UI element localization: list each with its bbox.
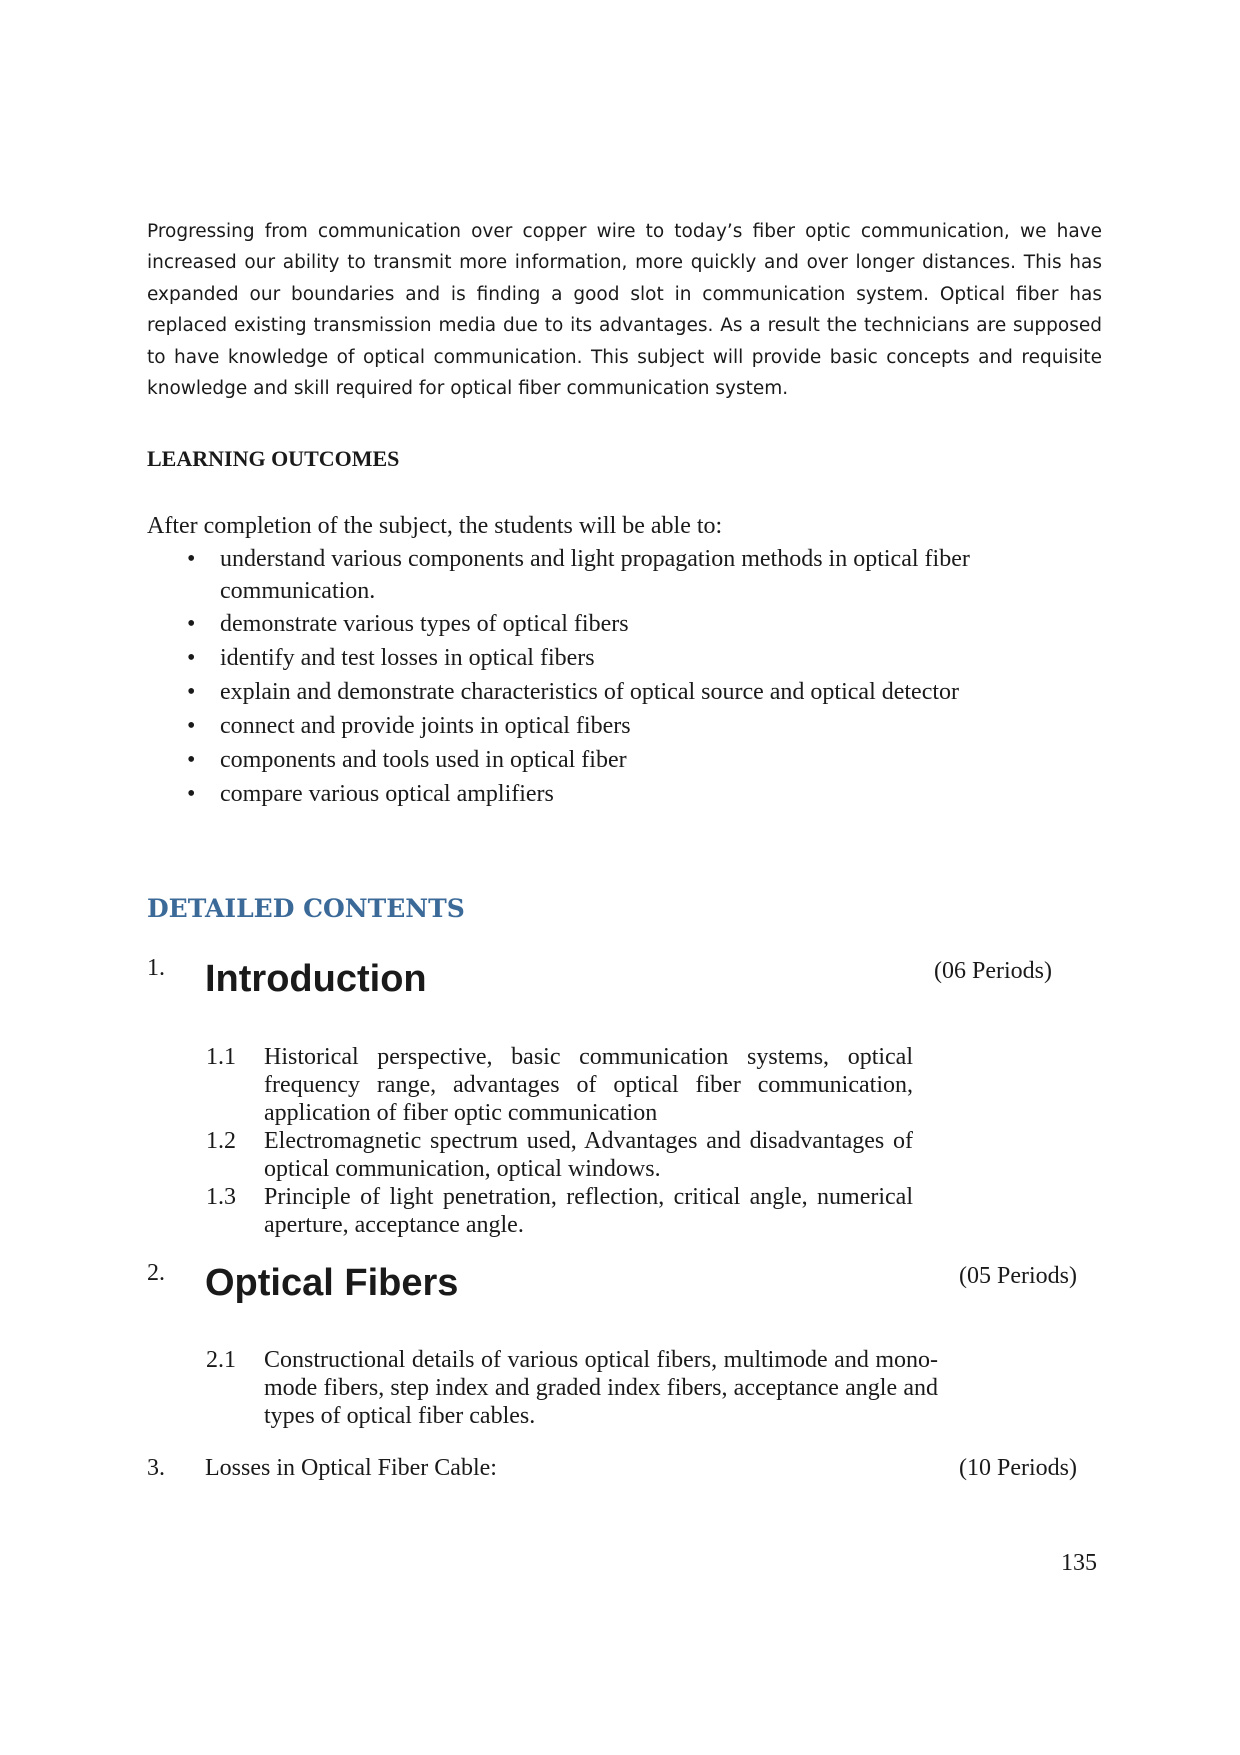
topic-text: Constructional details of various optical fibers, multimode and mono-mode fibers, step index and graded index fibers, acceptance angle and types of optical fiber cables. — [264, 1347, 938, 1429]
bullet-icon: • — [187, 781, 196, 807]
bullet-icon: • — [187, 713, 196, 739]
topic-number: 1.2 — [206, 1128, 236, 1154]
list-item — [147, 676, 1027, 708]
list-item-text: explain and demonstrate characteristics of optical source and optical detector — [220, 679, 960, 705]
list-item — [147, 642, 1027, 674]
page-number: 135 — [1061, 1550, 1097, 1576]
unit-periods: (10 Periods) — [959, 1455, 1077, 1481]
topic-text: Electromagnetic spectrum used, Advantages and disadvantages of optical communication, optical windows. — [264, 1128, 913, 1182]
topic-number: 2.1 — [206, 1347, 236, 1373]
bullet-icon: • — [187, 645, 196, 671]
unit-title: Optical Fibers — [205, 1262, 459, 1304]
bullet-icon: • — [187, 747, 196, 773]
list-item — [147, 543, 1027, 607]
unit-periods: (06 Periods) — [934, 958, 1052, 984]
list-item — [147, 608, 1027, 640]
learning-outcomes-heading: LEARNING OUTCOMES — [147, 446, 400, 471]
list-item — [147, 710, 1027, 742]
topic-number: 1.3 — [206, 1184, 236, 1210]
list-item-text: identify and test losses in optical fibers — [220, 645, 595, 671]
list-item — [147, 744, 1027, 776]
topic-number: 1.1 — [206, 1044, 236, 1070]
topic-text: Historical perspective, basic communication systems, optical frequency range, advantages of optical fiber communication, application of fiber optic communication — [264, 1044, 913, 1126]
learning-outcomes-list — [147, 543, 1027, 812]
list-item-text: understand various components and light propagation methods in optical fiber communication. — [220, 546, 970, 604]
detailed-contents-heading: DETAILED CONTENTS — [147, 894, 465, 923]
bullet-icon: • — [187, 611, 196, 637]
learning-outcomes-lead: After completion of the subject, the students will be able to: — [147, 513, 723, 539]
unit-title: Introduction — [205, 958, 427, 1000]
unit-periods: (05 Periods) — [959, 1263, 1077, 1289]
list-item-text: demonstrate various types of optical fibers — [220, 611, 629, 637]
bullet-icon: • — [187, 679, 196, 705]
unit-number: 3. — [147, 1455, 165, 1481]
list-item — [147, 778, 1027, 810]
list-item-text: compare various optical amplifiers — [220, 781, 554, 807]
topic-text: Principle of light penetration, reflection, critical angle, numerical aperture, acceptance angle. — [264, 1184, 913, 1238]
unit-number: 1. — [147, 955, 165, 981]
bullet-icon: • — [187, 546, 196, 572]
unit-number: 2. — [147, 1260, 165, 1286]
intro-paragraph: Progressing from communication over copper wire to today’s fiber optic communication, we have increased our ability to transmit more information, more quickly and over longer distances. This has expanded our boundaries and is finding a good slot in communication system. Optical fiber has replaced existing transmission media due to its advantages. As a result the technicians are supposed to have knowledge of optical communication. This subject will provide basic concepts and requisite knowledge and skill required for optical fiber communication system. — [147, 221, 1102, 400]
list-item-text: components and tools used in optical fiber — [220, 747, 627, 773]
unit-title: Losses in Optical Fiber Cable: — [205, 1455, 497, 1481]
list-item-text: connect and provide joints in optical fibers — [220, 713, 631, 739]
